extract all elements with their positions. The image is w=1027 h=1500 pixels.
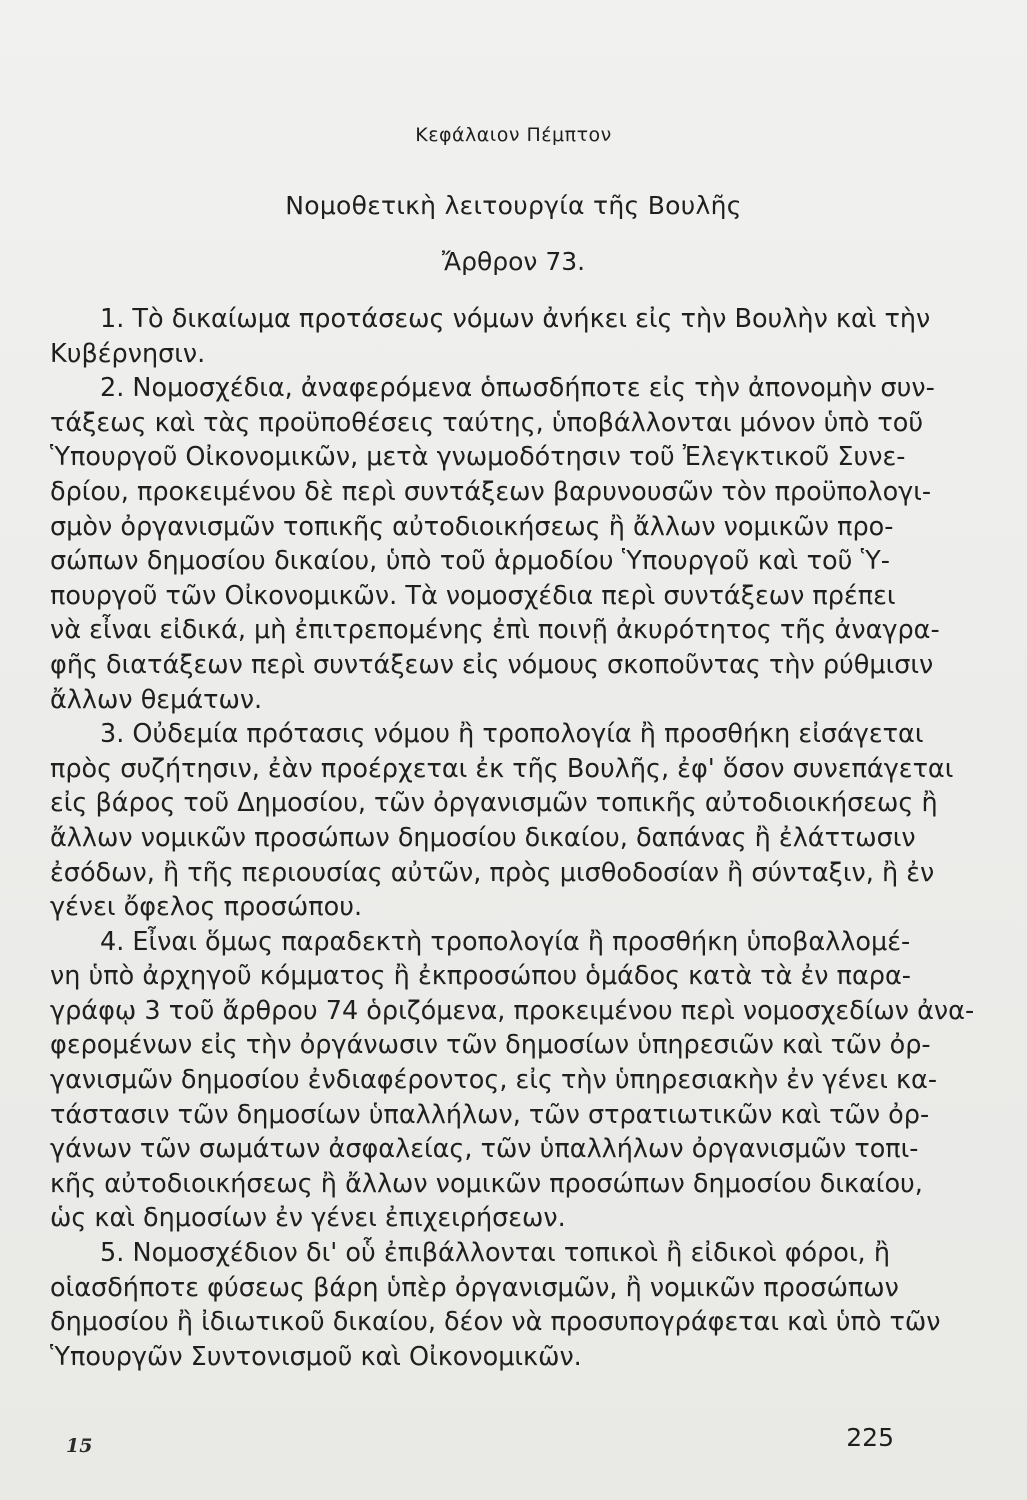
chapter-heading: Κεφάλαιον Πέμπτον xyxy=(415,124,612,146)
text-line: τάστασιν τῶν δημοσίων ὑπαλλήλων, τῶν στρατιωτικῶν καὶ τῶν ὀρ- xyxy=(50,1099,930,1130)
text-line: γένει ὄφελος προσώπου. xyxy=(50,892,363,923)
text-line: γάνων τῶν σωμάτων ἀσφαλείας, τῶν ὑπαλλήλων ὀργανισμῶν τοπι- xyxy=(50,1134,919,1165)
text-line: πρὸς συζήτησιν, ἐὰν προέρχεται ἐκ τῆς Βουλῆς, ἐφ' ὅσον συνεπάγεται xyxy=(50,753,954,784)
text-line: φερομένων εἰς τὴν ὀργάνωσιν τῶν δημοσίων ὑπηρεσιῶν καὶ τῶν ὀρ- xyxy=(50,1030,931,1061)
signature-mark: 15 xyxy=(66,1435,93,1457)
text-line: πουργοῦ τῶν Οἰκονομικῶν. Τὰ νομοσχέδια περὶ συντάξεων πρέπει xyxy=(50,580,896,611)
text-line: ἄλλων θεμάτων. xyxy=(50,684,263,715)
text-line: νη ὑπὸ ἀρχηγοῦ κόμματος ἢ ἐκπροσώπου ὁμάδος κατὰ τὰ ἐν παρα- xyxy=(50,961,911,992)
text-line: ὡς καὶ δημοσίων ἐν γένει ἐπιχειρήσεων. xyxy=(50,1203,566,1234)
text-line: Ὑπουργοῦ Οἰκονομικῶν, μετὰ γνωμοδότησιν τοῦ Ἐλεγκτικοῦ Συνε- xyxy=(50,442,906,473)
text-line: κῆς αὐτοδιοικήσεως ἢ ἄλλων νομικῶν προσώπων δημοσίου δικαίου, xyxy=(50,1168,923,1199)
text-line: 2. Νομοσχέδια, ἀναφερόμενα ὁπωσδήποτε εἰς τὴν ἀπονομὴν συν- xyxy=(100,373,935,404)
text-line: νὰ εἶναι εἰδικά, μὴ ἐπιτρεπομένης ἐπὶ ποινῇ ἀκυρότητος τῆς ἀναγρα- xyxy=(50,615,940,646)
text-line: 5. Νομοσχέδιον δι' οὗ ἐπιβάλλονται τοπικοὶ ἢ εἰδικοὶ φόροι, ἢ xyxy=(100,1238,890,1269)
text-line: ἄλλων νομικῶν προσώπων δημοσίου δικαίου, δαπάνας ἢ ἐλάττωσιν xyxy=(50,822,916,853)
text-line: σμὸν ὀργανισμῶν τοπικῆς αὐτοδιοικήσεως ἢ ἄλλων νομικῶν προ- xyxy=(50,511,894,542)
text-line: Κυβέρνησιν. xyxy=(50,338,206,369)
text-line: 4. Εἶναι ὅμως παραδεκτὴ τροπολογία ἢ προσθήκη ὑποβαλλομέ- xyxy=(100,926,911,957)
text-line: δρίου, προκειμένου δὲ περὶ συντάξεων βαρυνουσῶν τὸν προϋπολογι- xyxy=(50,476,932,507)
text-line: 1. Τὸ δικαίωμα προτάσεως νόμων ἀνήκει εἰς τὴν Βουλὴν καὶ τὴν xyxy=(100,304,931,334)
text-line: δημοσίου ἢ ἰδιωτικοῦ δικαίου, δέον νὰ προσυπογράφεται καὶ ὑπὸ τῶν xyxy=(50,1307,941,1338)
page-number: 225 xyxy=(846,1423,894,1452)
text-line: Ὑπουργῶν Συντονισμοῦ καὶ Οἰκονομικῶν. xyxy=(50,1341,582,1372)
text-line: ἐσόδων, ἢ τῆς περιουσίας αὐτῶν, πρὸς μισθοδοσίαν ἢ σύνταξιν, ἢ ἐν xyxy=(50,857,935,888)
article-heading: Ἄρθρον 73. xyxy=(441,247,586,276)
text-line: σώπων δημοσίου δικαίου, ὑπὸ τοῦ ἁρμοδίου Ὑπουργοῦ καὶ τοῦ Ὑ- xyxy=(50,546,890,577)
text-line: γανισμῶν δημοσίου ἐνδιαφέροντος, εἰς τὴν ὑπηρεσιακὴν ἐν γένει κα- xyxy=(50,1065,938,1096)
text-line: γράφῳ 3 τοῦ ἄρθρου 74 ὁριζόμενα, προκειμένου περὶ νομοσχεδίων ἀνα- xyxy=(50,995,975,1026)
text-line: οἱασδήποτε φύσεως βάρη ὑπὲρ ὀργανισμῶν, ἢ νομικῶν προσώπων xyxy=(50,1272,899,1303)
text-line: τάξεως καὶ τὰς προϋποθέσεις ταύτης, ὑποβάλλονται μόνον ὑπὸ τοῦ xyxy=(50,407,924,438)
text-line: εἰς βάρος τοῦ Δημοσίου, τῶν ὀργανισμῶν τοπικῆς αὐτοδιοικήσεως ἢ xyxy=(50,788,938,819)
body-text xyxy=(50,302,975,1374)
section-title: Νομοθετικὴ λειτουργία τῆς Βουλῆς xyxy=(285,191,742,220)
text-line: 3. Οὐδεμία πρότασις νόμου ἢ τροπολογία ἢ προσθήκη εἰσάγεται xyxy=(100,719,924,750)
text-line: φῆς διατάξεων περὶ συντάξεων εἰς νόμους σκοποῦντας τὴν ρύθμισιν xyxy=(50,649,934,680)
